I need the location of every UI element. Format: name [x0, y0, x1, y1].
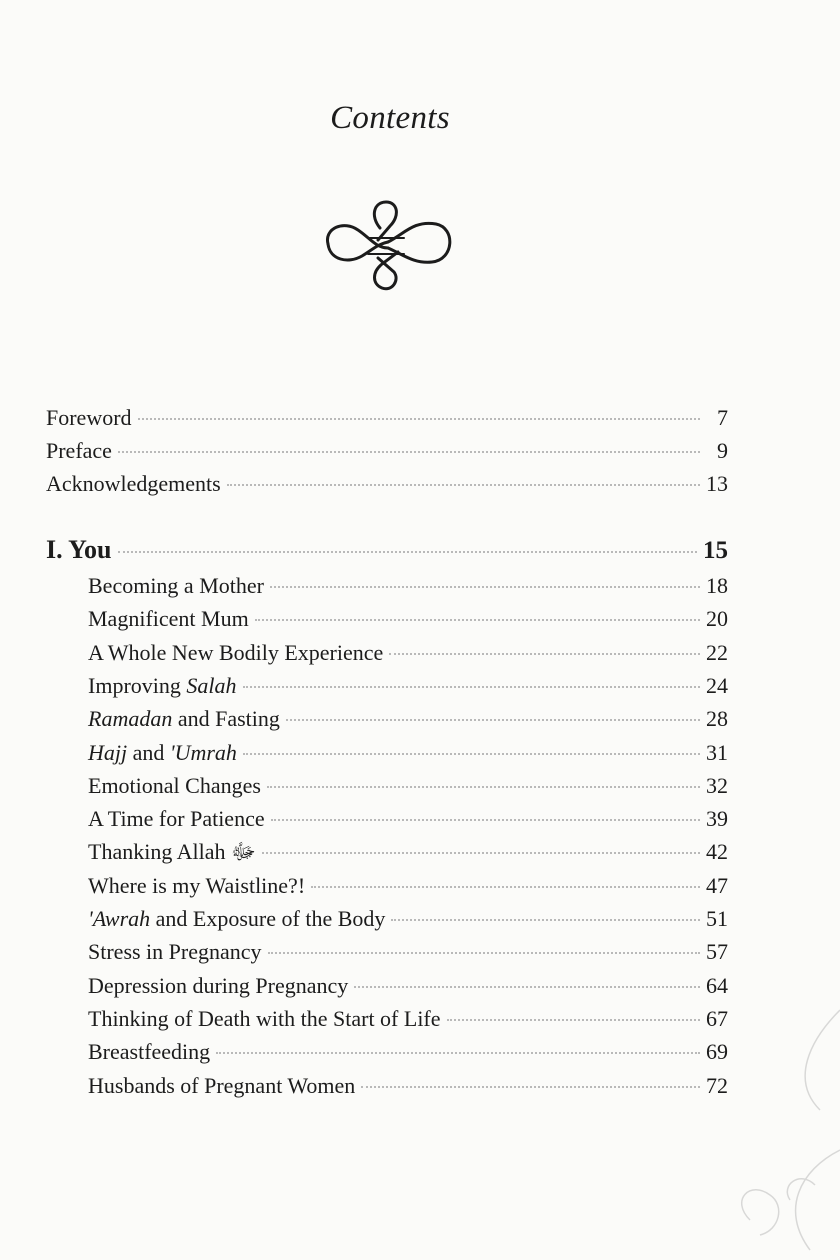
floral-watermark-icon — [690, 1000, 840, 1260]
toc-entry — [88, 739, 728, 767]
toc-page-number: 7 — [717, 405, 728, 430]
dot-leader — [267, 786, 700, 788]
toc-page-number: 64 — [706, 973, 728, 998]
knot-ornament-icon — [318, 198, 458, 294]
toc-entry-title: I. You — [46, 535, 112, 564]
toc-page-number: 51 — [706, 906, 728, 931]
dot-leader — [311, 886, 700, 888]
toc-page-number: 13 — [706, 471, 728, 496]
toc-page-number: 32 — [706, 773, 728, 798]
toc-entry — [88, 805, 728, 833]
toc-page-number: 9 — [717, 438, 728, 463]
toc-entry-title: Magnificent Mum — [88, 606, 249, 631]
toc-entry-title: Where is my Waistline?! — [88, 873, 306, 898]
dot-leader — [118, 551, 697, 553]
dot-leader — [243, 686, 700, 688]
dot-leader — [286, 719, 700, 721]
toc-entry — [88, 1072, 728, 1100]
dot-leader — [447, 1019, 700, 1021]
dot-leader — [270, 586, 700, 588]
toc-entry-title: 'Awrah and Exposure of the Body — [88, 906, 386, 931]
dot-leader — [268, 952, 700, 954]
toc-entry — [88, 938, 728, 966]
toc-page-number: 47 — [706, 873, 728, 898]
toc-page-number: 39 — [706, 806, 728, 831]
dot-leader — [361, 1086, 700, 1088]
toc-page-number: 69 — [706, 1039, 728, 1064]
page-title: Contents — [330, 100, 450, 136]
dot-leader — [389, 653, 700, 655]
toc-page-number: 72 — [706, 1073, 728, 1098]
toc-entry — [88, 872, 728, 900]
toc-entry-title: Emotional Changes — [88, 773, 261, 798]
toc-page-number: 28 — [706, 706, 728, 731]
dot-leader — [138, 418, 700, 420]
dot-leader — [262, 852, 700, 854]
toc-entry — [88, 639, 728, 667]
toc-entry-title: Hajj and 'Umrah — [88, 740, 237, 765]
toc-page-number: 42 — [706, 839, 728, 864]
toc-part-heading — [46, 536, 728, 565]
toc-entry — [88, 905, 728, 933]
toc-entry-title: Ramadan and Fasting — [88, 706, 280, 731]
toc-entry — [46, 470, 728, 498]
toc-page-number: 57 — [706, 939, 728, 964]
dot-leader — [216, 1052, 700, 1054]
toc-entry-title: A Time for Patience — [88, 806, 265, 831]
toc-page-number: 15 — [703, 537, 728, 564]
toc-page-number: 22 — [706, 640, 728, 665]
toc-entry-title: Foreword — [46, 405, 132, 430]
toc-entry-title: Stress in Pregnancy — [88, 939, 262, 964]
toc-page-number: 24 — [706, 673, 728, 698]
dot-leader — [118, 451, 700, 453]
toc-entry-title: A Whole New Bodily Experience — [88, 640, 384, 665]
dot-leader — [354, 986, 700, 988]
toc-entry — [88, 972, 728, 1000]
toc-page-number: 67 — [706, 1006, 728, 1031]
toc-entry — [88, 1005, 728, 1033]
dot-leader — [271, 819, 700, 821]
toc-page-number: 31 — [706, 740, 728, 765]
toc-entry-title: Improving Salah — [88, 673, 237, 698]
toc-entry — [88, 672, 728, 700]
dot-leader — [243, 753, 700, 755]
toc-entry — [88, 1038, 728, 1066]
toc-page-number: 20 — [706, 606, 728, 631]
toc-entry — [88, 705, 728, 733]
toc-entry-title: Husbands of Pregnant Women — [88, 1073, 356, 1098]
toc-entry — [46, 437, 728, 465]
toc-entry-title: Thinking of Death with the Start of Life — [88, 1006, 441, 1031]
toc-entry-title: Becoming a Mother — [88, 573, 264, 598]
toc-entry — [88, 605, 728, 633]
dot-leader — [227, 484, 700, 486]
dot-leader — [391, 919, 700, 921]
dot-leader — [255, 619, 700, 621]
toc-entry — [88, 772, 728, 800]
toc-entry-title: Acknowledgements — [46, 471, 221, 496]
toc-entry — [88, 572, 728, 600]
toc-entry — [88, 838, 728, 866]
toc-entry-title: Breastfeeding — [88, 1039, 211, 1064]
toc-entry-title: Thanking Allah ﷻ — [88, 839, 256, 864]
toc-entry-title: Depression during Pregnancy — [88, 973, 349, 998]
toc-page-number: 18 — [706, 573, 728, 598]
toc-entry-title: Preface — [46, 438, 112, 463]
toc-entry — [46, 404, 728, 432]
